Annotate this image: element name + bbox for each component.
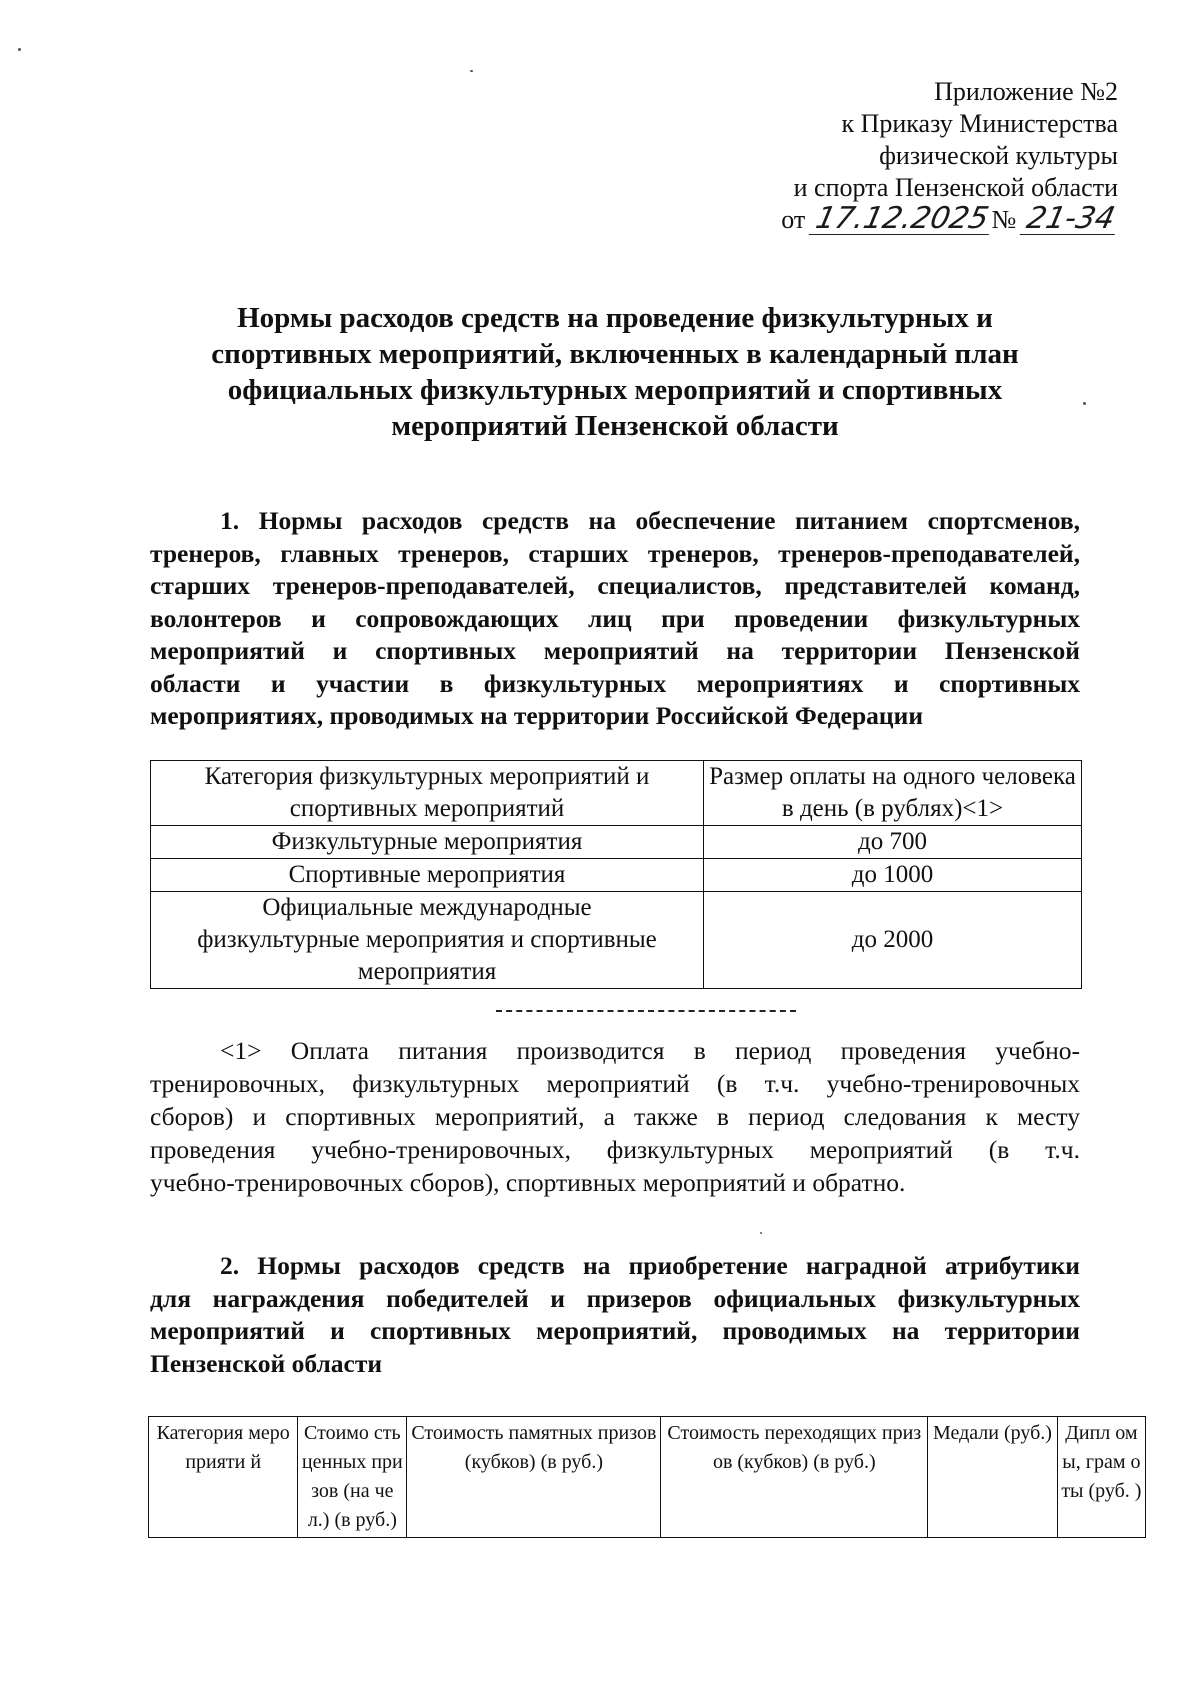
- footnote-line: учебно-тренировочных сборов), спортивных мероприятий и обратно.: [150, 1168, 906, 1197]
- table-header-row: [151, 761, 1082, 826]
- section1-line: мероприятий и спортивных мероприятий на территории Пензенской: [150, 636, 1080, 665]
- scan-speck: [470, 70, 473, 72]
- number-prefix: №: [991, 205, 1017, 234]
- appendix-number: Приложение №2: [934, 77, 1118, 106]
- header-transferable-prizes: Стоимость переходящих призов (кубков) (в руб.): [661, 1417, 928, 1538]
- order-date-number-row: [781, 201, 1118, 236]
- row-amount: до 1000: [704, 859, 1082, 892]
- footnote-line: тренировочных, физкультурных мероприятий (в т.ч. учебно-тренировочных: [150, 1069, 1080, 1098]
- document-title: [150, 300, 1080, 444]
- section1-line: 1. Нормы расходов средств на обеспечение питанием спортсменов,: [220, 506, 1080, 535]
- award-norms-table: [148, 1416, 1146, 1538]
- row-amount: до 700: [704, 826, 1082, 859]
- ministry-name-line2: и спорта Пензенской области: [793, 173, 1118, 202]
- header-event-category: Категория мероприяти й: [149, 1417, 298, 1538]
- row-category-line: мероприятия: [357, 958, 497, 985]
- header-amount-line: Размер оплаты на одного человека: [709, 763, 1076, 790]
- header-category-line: спортивных мероприятий: [289, 795, 565, 822]
- header-diplomas: Дипл омы, грам оты (руб. ): [1057, 1417, 1145, 1538]
- section2-heading: [150, 1250, 1080, 1380]
- title-line: мероприятий Пензенской области: [391, 410, 839, 442]
- header-medals: Медали (руб.): [928, 1417, 1058, 1538]
- date-prefix: от: [781, 205, 806, 234]
- title-line: спортивных мероприятий, включенных в календарный план: [211, 338, 1019, 370]
- food-norms-table: [150, 760, 1082, 989]
- row-category-line: физкультурные мероприятия и спортивные: [197, 926, 657, 953]
- order-reference: к Приказу Министерства: [841, 109, 1118, 138]
- section2-line: мероприятий и спортивных мероприятий, проводимых на территории: [150, 1316, 1080, 1345]
- table-row: [151, 892, 1082, 989]
- table-row: [151, 826, 1082, 859]
- row-amount: до 2000: [704, 892, 1082, 989]
- approval-stamp-block: [781, 76, 1118, 236]
- header-valuable-prizes: Стоимо сть ценных призов (на чел.) (в руб.): [298, 1417, 407, 1538]
- header-category: [151, 761, 704, 826]
- row-category: Физкультурные мероприятия: [151, 826, 704, 859]
- footnote-line: сборов) и спортивных мероприятий, а также в период следования к месту: [150, 1102, 1080, 1131]
- handwritten-number: 21-34: [1020, 204, 1122, 235]
- scan-speck: [18, 48, 21, 51]
- section1-line: старших тренеров-преподавателей, специалистов, представителей команд,: [150, 571, 1080, 600]
- section2-line: для награждения победителей и призеров официальных физкультурных: [150, 1283, 1080, 1313]
- section2-line: Пензенской области: [150, 1348, 383, 1378]
- title-line: официальных физкультурных мероприятий и спортивных: [227, 374, 1003, 406]
- footnote-line: проведения учебно-тренировочных, физкультурных мероприятий (в т.ч.: [150, 1135, 1080, 1164]
- scan-speck: [760, 1232, 762, 1234]
- table-row: [151, 859, 1082, 892]
- section1-line: области и участии в физкультурных мероприятиях и спортивных: [150, 668, 1080, 698]
- title-line: Нормы расходов средств на проведение физкультурных и: [237, 302, 993, 334]
- header-amount: [704, 761, 1082, 826]
- row-category: Спортивные мероприятия: [151, 859, 704, 892]
- row-category: [151, 892, 704, 989]
- section1-line: мероприятиях, проводимых на территории Российской Федерации: [150, 701, 924, 730]
- footnote-line: <1> Оплата питания производится в период проведения учебно-: [220, 1036, 1080, 1065]
- section1-line: тренеров, главных тренеров, старших тренеров, тренеров-преподавателей,: [150, 538, 1080, 568]
- header-category-line: Категория физкультурных мероприятий и: [204, 763, 650, 790]
- section2-line: 2. Нормы расходов средств на приобретение наградной атрибутики: [220, 1251, 1080, 1280]
- section1-line: волонтеров и сопровождающих лиц при проведении физкультурных: [150, 603, 1080, 633]
- ministry-name-line1: физической культуры: [879, 141, 1118, 170]
- footnote-divider: [496, 1010, 796, 1012]
- header-amount-line: в день (в рублях)<1>: [781, 795, 1004, 822]
- header-memorial-prizes: Стоимость памятных призов (кубков) (в руб.): [407, 1417, 661, 1538]
- handwritten-date: 17.12.2025: [808, 204, 994, 235]
- scan-speck: [1083, 402, 1086, 405]
- section1-heading: [150, 505, 1080, 733]
- row-category-line: Официальные международные: [262, 894, 592, 921]
- footnote: [150, 1034, 1080, 1199]
- table-header-row: [149, 1417, 1146, 1538]
